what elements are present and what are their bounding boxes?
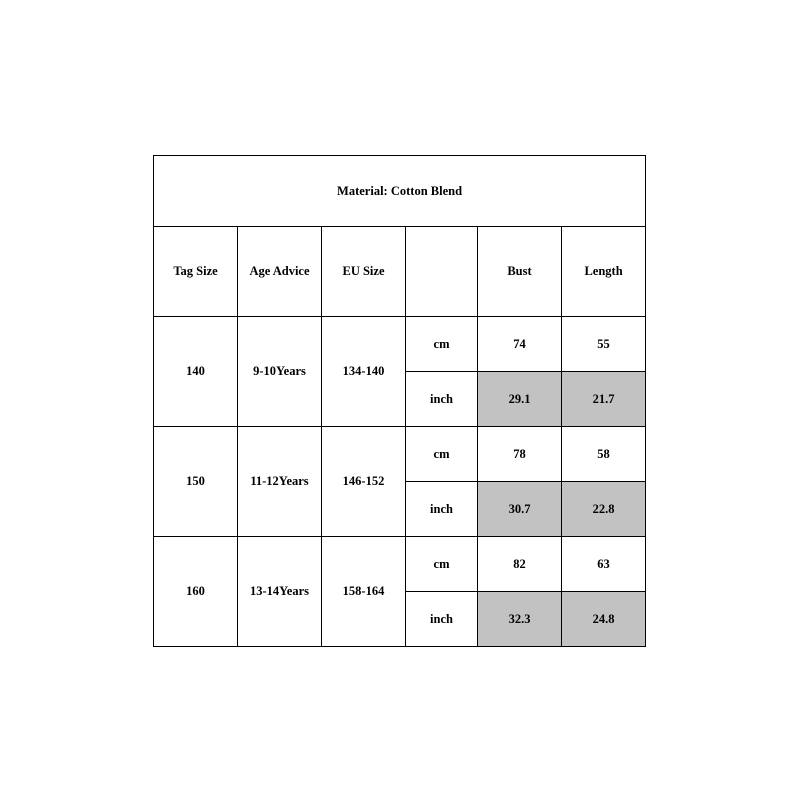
eu-size-cell: 146-152	[322, 427, 406, 537]
header-length: Length	[562, 227, 646, 317]
table-row	[154, 427, 646, 482]
length-inch-cell: 21.7	[562, 372, 646, 427]
header-row	[154, 227, 646, 317]
bust-cm-cell: 82	[478, 537, 562, 592]
tag-size-cell: 140	[154, 317, 238, 427]
tag-size-cell: 160	[154, 537, 238, 647]
tag-size-cell: 150	[154, 427, 238, 537]
header-age-advice: Age Advice	[238, 227, 322, 317]
length-inch-cell: 24.8	[562, 592, 646, 647]
bust-cm-cell: 78	[478, 427, 562, 482]
bust-cm-cell: 74	[478, 317, 562, 372]
eu-size-cell: 158-164	[322, 537, 406, 647]
age-advice-cell: 11-12Years	[238, 427, 322, 537]
size-chart-table	[153, 155, 646, 647]
age-advice-cell: 13-14Years	[238, 537, 322, 647]
unit-inch-cell: inch	[406, 592, 478, 647]
length-cm-cell: 58	[562, 427, 646, 482]
header-eu-size: EU Size	[322, 227, 406, 317]
length-cm-cell: 55	[562, 317, 646, 372]
length-inch-cell: 22.8	[562, 482, 646, 537]
bust-inch-cell: 30.7	[478, 482, 562, 537]
length-cm-cell: 63	[562, 537, 646, 592]
unit-cm-cell: cm	[406, 427, 478, 482]
unit-cm-cell: cm	[406, 317, 478, 372]
unit-inch-cell: inch	[406, 482, 478, 537]
header-tag-size: Tag Size	[154, 227, 238, 317]
table-row	[154, 317, 646, 372]
bust-inch-cell: 29.1	[478, 372, 562, 427]
unit-cm-cell: cm	[406, 537, 478, 592]
header-bust: Bust	[478, 227, 562, 317]
bust-inch-cell: 32.3	[478, 592, 562, 647]
eu-size-cell: 134-140	[322, 317, 406, 427]
table-title: Material: Cotton Blend	[154, 156, 646, 227]
header-unit	[406, 227, 478, 317]
unit-inch-cell: inch	[406, 372, 478, 427]
table-row	[154, 537, 646, 592]
age-advice-cell: 9-10Years	[238, 317, 322, 427]
